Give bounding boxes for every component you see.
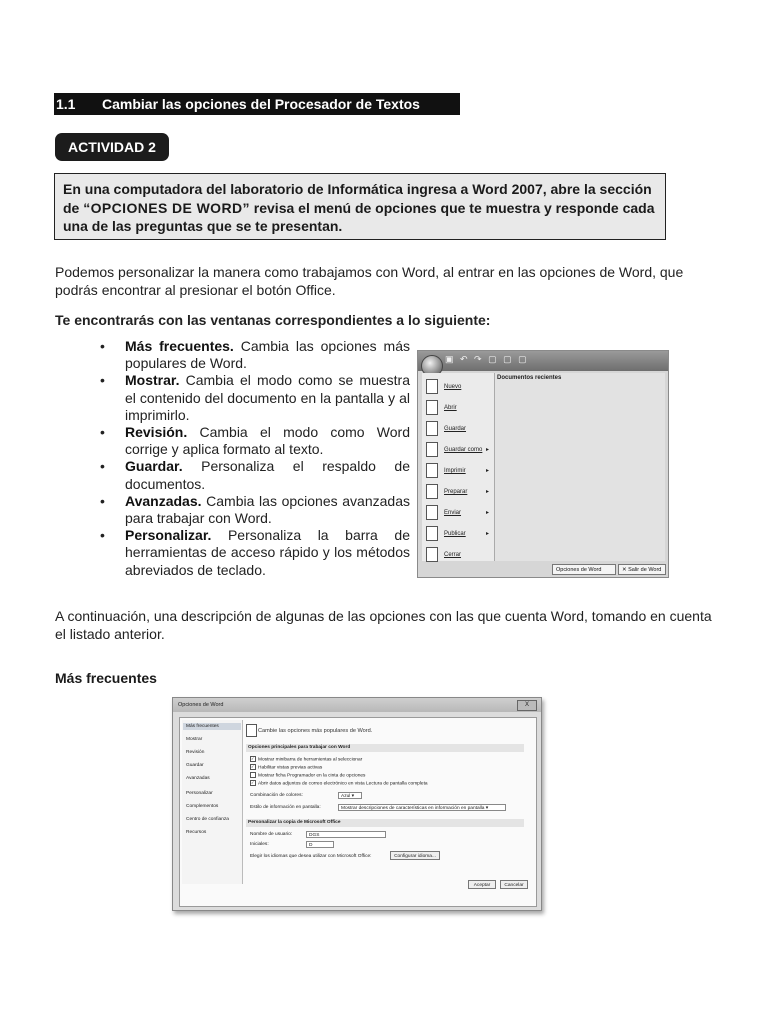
publish-icon <box>426 526 438 541</box>
office-menu-list <box>422 373 495 561</box>
color-scheme-select[interactable]: Azul ▾ <box>338 792 362 799</box>
checkbox-checked[interactable]: ✓ <box>251 756 255 761</box>
cancel-button[interactable]: Cancelar <box>500 880 528 889</box>
prepare-icon <box>426 484 438 499</box>
tooltip-style-select[interactable]: Mostrar descripciones de características en información en pantalla ▾ <box>338 804 506 811</box>
color-scheme-label: Combinación de colores: <box>250 793 303 798</box>
sidebar-item-revision[interactable]: Revisión <box>186 750 205 755</box>
word-options-dialog <box>172 697 542 911</box>
recent-documents-title: Documentos recientes <box>497 375 562 381</box>
sidebar-item-avanzadas[interactable]: Avanzadas <box>186 776 210 781</box>
exit-word-button[interactable] <box>618 564 666 575</box>
menu-item-guardar[interactable]: Guardar <box>424 421 494 439</box>
word-options-button[interactable] <box>552 564 616 575</box>
continuation-paragraph: A continuación, una descripción de algunas de las opciones con las que cuenta Word, tomando en cuenta el listado anterior. <box>55 608 712 642</box>
instruction-box <box>54 173 666 240</box>
menu-item-imprimir[interactable]: Imprimir ▸ <box>424 463 494 481</box>
chevron-right-icon: ▸ <box>486 468 490 474</box>
exit-word-label: Salir de Word <box>628 567 662 573</box>
list-item <box>100 424 410 458</box>
option-ficha-programador[interactable]: Mostrar ficha Programador en la cinta de opciones <box>250 772 365 778</box>
option-minibarra[interactable]: ✓ Mostrar minibarra de herramientas al seleccionar <box>251 756 363 763</box>
option-datos-adjuntos[interactable]: ✓ Abrir datos adjuntos de correo electrónico en vista Lectura de pantalla completa <box>251 780 428 787</box>
username-label: Nombre de usuario: <box>250 832 293 837</box>
section-heading-bar <box>54 93 460 115</box>
bullet-desc: Cambia el modo como Word corrige y aplica formato al texto. <box>125 424 410 458</box>
bullet-term: Más frecuentes. <box>125 338 234 354</box>
checkbox-unchecked[interactable] <box>250 772 256 778</box>
menu-item-enviar[interactable]: Enviar ▸ <box>424 505 494 523</box>
menu-item-guardar-como[interactable]: Guardar como ▸ <box>424 442 494 460</box>
language-label: Elegir los idiomas que desea utilizar con Microsoft Office: <box>250 854 372 859</box>
document-icon <box>246 724 257 737</box>
bullet-term: Revisión. <box>125 424 188 441</box>
menu-item-abrir[interactable]: Abrir <box>424 400 494 418</box>
chevron-right-icon: ▸ <box>486 447 490 453</box>
close-icon: ✕ <box>622 567 629 573</box>
menu-item-publicar[interactable]: Publicar ▸ <box>424 526 494 544</box>
bullet-desc: Cambia las opciones avanzadas para trabajar con Word. <box>125 492 410 527</box>
sidebar-item-mostrar[interactable]: Mostrar <box>186 737 203 742</box>
dialog-content <box>246 720 530 900</box>
office-menu-footer <box>418 563 668 577</box>
bullet-term: Personalizar. <box>125 527 212 544</box>
bullet-desc: Cambia el modo como se muestra el contenido del documento en la pantalla y al imprimirlo. <box>125 372 410 423</box>
checkbox-checked[interactable]: ✓ <box>251 780 255 785</box>
quick-access-toolbar-icon: ▣ ↶ ↷ ▢ ▢ ▢ <box>445 354 529 364</box>
dialog-header: Cambie las opciones más populares de Word. <box>258 728 373 734</box>
office-title-bar <box>418 351 668 371</box>
tooltip-style-label: Estilo de información en pantalla: <box>250 805 321 810</box>
dialog-title: Opciones de Word <box>178 702 224 708</box>
new-document-icon <box>426 379 438 394</box>
dialog-title-bar <box>173 698 541 712</box>
configure-language-button[interactable]: Configurar idioma... <box>390 851 440 860</box>
activity-badge: ACTIVIDAD 2 <box>55 133 169 161</box>
list-item <box>100 338 410 372</box>
initials-label: Iniciales: <box>250 842 269 847</box>
bullet-term: Guardar. <box>125 458 183 475</box>
list-item <box>100 372 410 424</box>
bullet-desc: Personaliza la barra de herramientas de acceso rápido y los métodos abreviados de teclado. <box>125 527 410 578</box>
instruction-text-1: En una computadora del laboratorio de Informática ingresa a Word 2007, abre la sección de <box>63 181 652 216</box>
printer-icon <box>426 463 438 478</box>
list-item <box>100 527 410 579</box>
bullet-term: Mostrar. <box>125 372 180 389</box>
instruction-highlight: “OPCIONES DE WORD” <box>83 199 250 216</box>
close-folder-icon <box>426 547 438 562</box>
lead-paragraph: Te encontrarás con las ventanas correspondientes a lo siguiente: <box>55 312 491 328</box>
chevron-right-icon: ▸ <box>486 531 490 537</box>
section-number: 1.1 <box>56 96 76 112</box>
save-as-icon <box>426 442 438 457</box>
sidebar-item-complementos[interactable]: Complementos <box>186 804 219 809</box>
list-item <box>100 458 410 492</box>
initials-field[interactable]: D <box>306 841 334 848</box>
chevron-right-icon: ▸ <box>486 510 490 516</box>
section-title: Cambiar las opciones del Procesador de Textos <box>102 96 420 112</box>
accept-button[interactable]: Aceptar <box>468 880 496 889</box>
menu-item-preparar[interactable]: Preparar ▸ <box>424 484 494 502</box>
menu-item-cerrar[interactable]: Cerrar <box>424 547 494 565</box>
option-vistas-previas[interactable]: ✓ Habilitar vistas previas activas <box>251 764 323 771</box>
word-options-label: Opciones de Word <box>556 567 602 573</box>
sidebar-item-recursos[interactable]: Recursos <box>186 830 207 835</box>
username-field[interactable]: DGS <box>306 831 386 838</box>
sidebar-item-guardar[interactable]: Guardar <box>186 763 204 768</box>
subheading-mas-frecuentes: Más frecuentes <box>55 670 157 686</box>
intro-paragraph: Podemos personalizar la manera como trabajamos con Word, al entrar en las opciones de Word, que podrás encontrar al presionar el botón Office. <box>55 264 684 298</box>
sidebar-item-personalizar[interactable]: Personalizar <box>186 791 213 796</box>
group-opciones-principales: Opciones principales para trabajar con Word <box>246 744 524 752</box>
send-icon <box>426 505 438 520</box>
options-bullet-list <box>100 338 410 579</box>
bullet-desc: Cambia las opciones más populares de Word. <box>125 338 411 372</box>
chevron-right-icon: ▸ <box>486 489 490 495</box>
bullet-desc: Personaliza el respaldo de documentos. <box>125 458 410 492</box>
group-personalizar-copia: Personalizar la copia de Microsoft Office <box>246 819 524 827</box>
bullet-term: Avanzadas. <box>125 492 202 509</box>
checkbox-checked[interactable]: ✓ <box>251 764 255 769</box>
sidebar-item-centro-confianza[interactable]: Centro de confianza <box>186 817 229 822</box>
menu-item-nuevo[interactable]: Nuevo <box>424 379 494 397</box>
save-disk-icon <box>426 421 438 436</box>
dialog-body <box>179 717 537 907</box>
recent-documents-panel <box>495 373 665 561</box>
dialog-close-button[interactable]: X <box>517 700 537 711</box>
sidebar-item-mas-frecuentes[interactable]: Más frecuentes <box>186 724 219 729</box>
open-folder-icon <box>426 400 438 415</box>
list-item <box>100 493 410 527</box>
instruction-text-2: revisa el menú de opciones que te muestra y responde cada una de las preguntas que se te presentan. <box>63 199 655 234</box>
dialog-sidebar <box>182 720 243 884</box>
office-menu-screenshot <box>417 350 669 578</box>
